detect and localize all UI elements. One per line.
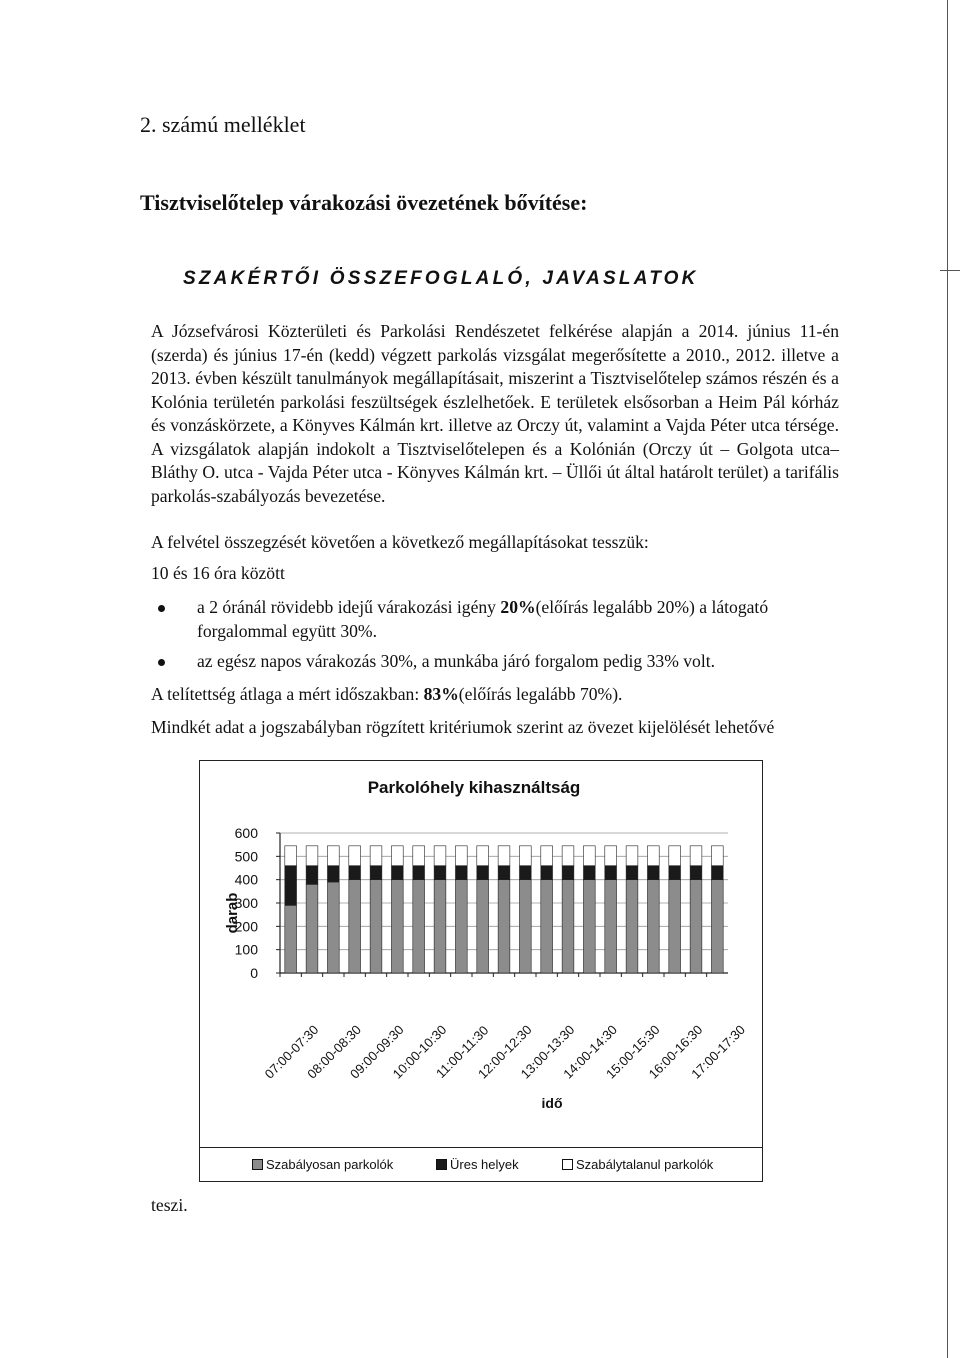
bullet-1-text: a 2 óránál rövidebb idejű várakozási igény — [197, 597, 501, 617]
bar-segment-empty — [605, 866, 617, 880]
bar-segment-empty — [370, 866, 382, 880]
x-tick-label: 08:00-08:30 — [304, 1021, 364, 1082]
bar-segment-empty — [669, 866, 681, 880]
bar-segment-irregular — [434, 846, 446, 866]
bar-segment-empty — [413, 866, 425, 880]
x-tick-label: 07:00-07:30 — [261, 1021, 322, 1082]
closing-text: teszi. — [151, 1195, 188, 1215]
bar-segment-regular — [370, 880, 382, 973]
x-tick-label: 14:00-14:30 — [560, 1021, 620, 1082]
y-tick-label: 300 — [234, 895, 258, 911]
chart-title: Parkolóhely kihasználtság — [367, 778, 581, 797]
bullet-1-bold: 20% — [500, 597, 536, 617]
x-tick-label: 13:00-13:30 — [517, 1021, 578, 1082]
bar-segment-irregular — [519, 846, 531, 866]
bar-segment-regular — [647, 880, 659, 973]
bullet-1-line2: forgalommal együtt 30%. — [197, 621, 377, 641]
y-tick-label: 600 — [234, 825, 258, 841]
bullet-1-rest: (előírás legalább 20%) a látogató — [535, 597, 769, 617]
bar-segment-irregular — [349, 846, 361, 866]
legend-item-empty — [436, 1157, 519, 1172]
legend-swatch-irregular — [562, 1159, 573, 1170]
bar-segment-regular — [626, 880, 638, 973]
bar-segment-irregular — [541, 846, 553, 866]
chart-container — [199, 760, 763, 1165]
y-tick-label: 100 — [234, 941, 258, 958]
x-tick-label: 11:00-11:30 — [432, 1022, 492, 1081]
bar-segment-regular — [413, 880, 425, 973]
bar-segment-irregular — [711, 846, 723, 866]
x-tick-label: 17:00-17:30 — [688, 1021, 748, 1082]
saturation-line — [151, 684, 622, 705]
x-axis-label: idő — [541, 1095, 563, 1111]
legend-swatch-regular — [252, 1159, 263, 1170]
legend-swatch-empty — [436, 1159, 447, 1170]
bar-segment-empty — [562, 866, 574, 880]
bar-segment-regular — [562, 880, 574, 973]
y-axis-label: darab — [223, 892, 241, 934]
bar-segment-empty — [455, 866, 467, 880]
bar-segment-irregular — [285, 846, 297, 866]
time-range: 10 és 16 óra között — [151, 563, 285, 583]
bar-segment-regular — [583, 880, 595, 973]
legend-label-regular: Szabályosan parkolók — [266, 1157, 394, 1172]
bar-segment-regular — [477, 880, 489, 973]
bar-segment-irregular — [370, 846, 382, 866]
conclusion-line: Mindkét adat a jogszabályban rögzített kritériumok szerint az övezet kijelölését lehetővé — [151, 717, 775, 737]
bar-segment-regular — [690, 880, 702, 973]
bar-segment-irregular — [498, 846, 510, 866]
bar-segment-empty — [285, 866, 297, 906]
y-tick-label: 400 — [234, 871, 258, 888]
saturation-bold: 83% — [423, 684, 459, 704]
bar-segment-regular — [711, 880, 723, 973]
bar-segment-empty — [647, 866, 659, 880]
bar-segment-irregular — [455, 846, 467, 866]
chart-svg — [200, 761, 761, 1163]
main-title: Tisztviselőtelep várakozási övezetének bővítése: — [140, 190, 588, 215]
bar-segment-irregular — [690, 846, 702, 866]
page-edge-tick — [940, 270, 960, 271]
bar-segment-empty — [498, 866, 510, 880]
x-tick-label: 09:00-09:30 — [346, 1021, 407, 1082]
bar-segment-regular — [349, 880, 361, 973]
intro-paragraph: A Józsefvárosi Közterületi és Parkolási Rendészetet felkérése alapján a 2014. június 11-én (szerda) és június 17-én (kedd) végzett parkolás vizsgálat megerősítette a 2010., 2012. illetve a 2013. évben készült tanulmányok megállapításait, miszerint a Tisztviselőtelep számos részén és a Kolónia területén parkolási feszültségek észlelhetőek. E területek elsősorban a Heim Pál kórház és vonzáskörzete, a Könyves Kálmán krt. illetve az Orczy út, valamint a Vajda Péter utca térsége. A vizsgálatok alapján indokolt a Tisztviselőtelepen és a Kolónián (Orczy út – Golgota utca– Bláthy O. utca - Vajda Péter utca - Könyves Kálmán krt. – Üllői út által határolt terület) a tarifális parkolás-szabályozás bevezetése. — [151, 321, 839, 506]
bar-segment-irregular — [626, 846, 638, 866]
bar-segment-empty — [690, 866, 702, 880]
bar-segment-irregular — [583, 846, 595, 866]
bar-segment-regular — [391, 880, 403, 973]
bar-segment-empty — [327, 866, 339, 882]
bar-segment-irregular — [327, 846, 339, 866]
x-tick-label: 16:00-16:30 — [645, 1021, 706, 1082]
y-tick-label: 200 — [234, 918, 258, 935]
y-tick-label: 500 — [234, 848, 258, 865]
bar-segment-empty — [434, 866, 446, 880]
saturation-rest: (előírás legalább 70%). — [458, 684, 623, 704]
bar-segment-regular — [434, 880, 446, 973]
bar-segment-irregular — [306, 846, 318, 866]
bar-segment-regular — [327, 882, 339, 973]
bar-segment-regular — [605, 880, 617, 973]
bar-segment-irregular — [669, 846, 681, 866]
bar-segment-regular — [519, 880, 531, 973]
bar-segment-empty — [541, 866, 553, 880]
saturation-text: A telítettség átlaga a mért időszakban: — [151, 684, 424, 704]
bar-segment-irregular — [391, 846, 403, 866]
bullet-dot — [158, 659, 165, 666]
bar-segment-regular — [306, 884, 318, 973]
bullet-dot — [158, 605, 165, 612]
bar-segment-empty — [519, 866, 531, 880]
bar-segment-irregular — [605, 846, 617, 866]
y-tick-label: 0 — [250, 965, 258, 981]
bar-segment-regular — [669, 880, 681, 973]
bar-segment-empty — [626, 866, 638, 880]
chart-legend — [199, 1147, 763, 1182]
x-tick-label: 12:00-12:30 — [474, 1021, 535, 1082]
bar-segment-regular — [455, 880, 467, 973]
legend-item-regular — [252, 1157, 393, 1172]
bar-segment-irregular — [647, 846, 659, 866]
bar-segment-regular — [285, 905, 297, 973]
annex-title: 2. számú melléklet — [140, 112, 306, 137]
bar-segment-empty — [391, 866, 403, 880]
section-title: SZAKÉRTŐI ÖSSZEFOGLALÓ, JAVASLATOK — [183, 268, 699, 289]
summary-intro: A felvétel összegzését követően a következő megállapításokat tesszük: — [151, 532, 649, 552]
bar-segment-empty — [477, 866, 489, 880]
legend-label-empty: Üres helyek — [450, 1157, 519, 1172]
bullet-item-1 — [197, 597, 768, 618]
bar-segment-empty — [306, 866, 318, 885]
bar-segment-empty — [711, 866, 723, 880]
x-tick-label: 10:00-10:30 — [389, 1021, 450, 1082]
bar-segment-irregular — [413, 846, 425, 866]
page-edge-rule — [947, 0, 948, 1358]
bar-segment-irregular — [477, 846, 489, 866]
legend-label-irregular: Szabálytalanul parkolók — [576, 1157, 714, 1172]
bar-segment-empty — [583, 866, 595, 880]
bar-segment-empty — [349, 866, 361, 880]
legend-item-irregular — [562, 1157, 713, 1172]
bullet-item-2: az egész napos várakozás 30%, a munkába járó forgalom pedig 33% volt. — [197, 651, 716, 671]
bar-segment-regular — [541, 880, 553, 973]
bar-segment-irregular — [562, 846, 574, 866]
x-tick-label: 15:00-15:30 — [602, 1021, 663, 1082]
bar-segment-regular — [498, 880, 510, 973]
